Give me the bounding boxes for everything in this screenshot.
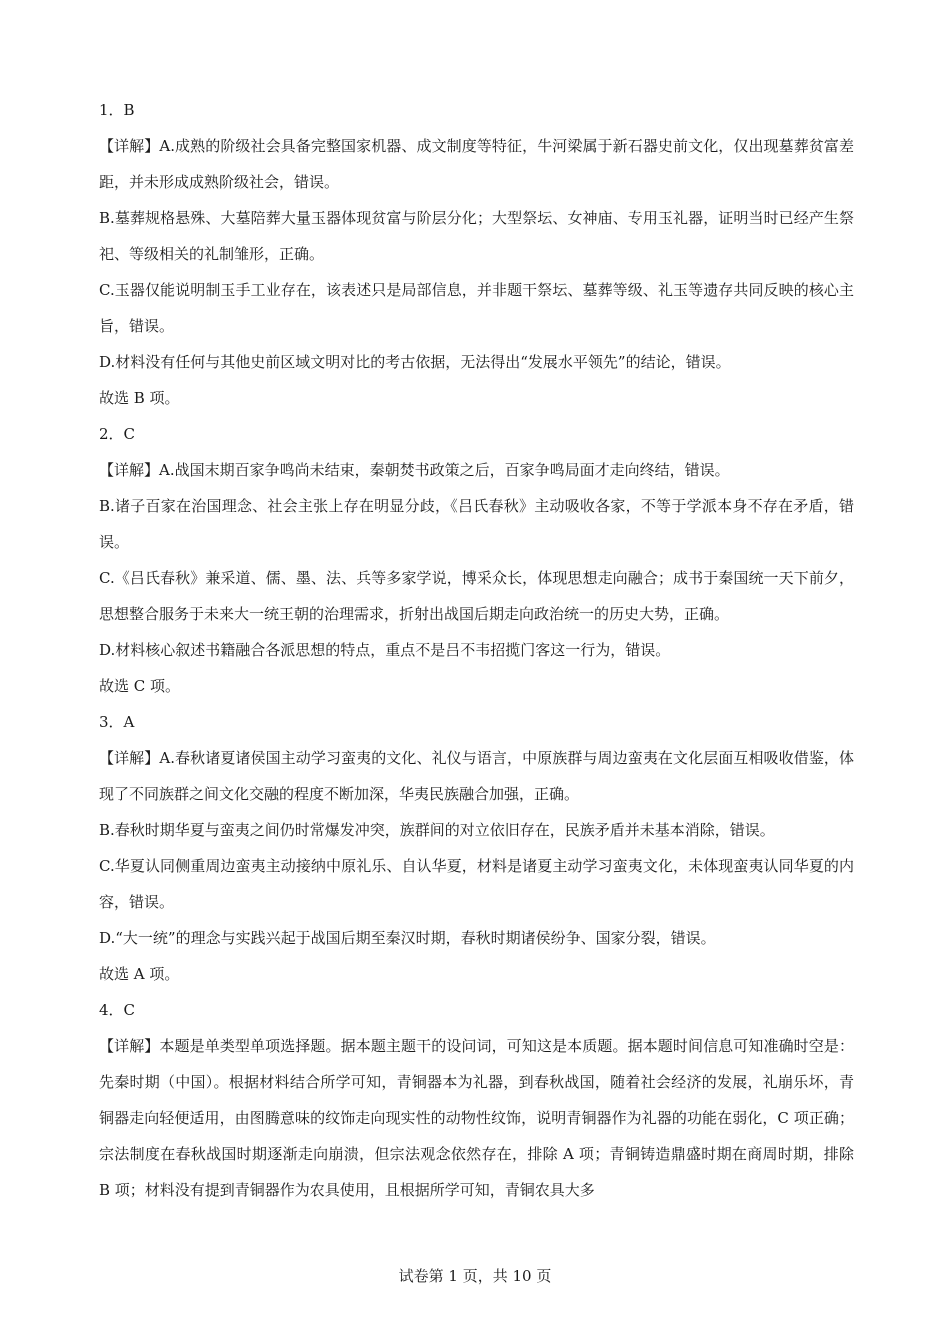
question-3-detail-b: B.春秋时期华夏与蛮夷之间仍时常爆发冲突，族群间的对立依旧存在，民族矛盾并未基本消除，错误。 (99, 821, 775, 839)
question-3-number: 3．A (99, 713, 135, 731)
question-2-detail-b: B.诸子百家在治国理念、社会主张上存在明显分歧，《吕氏春秋》主动吸收各家，不等于学派本身不存在矛盾，错误。 (99, 497, 854, 551)
answer-content (99, 92, 854, 1208)
question-1-detail-b: B.墓葬规格悬殊、大墓陪葬大量玉器体现贫富与阶层分化；大型祭坛、女神庙、专用玉礼器，证明当时已经产生祭祀、等级相关的礼制雏形，正确。 (99, 209, 854, 263)
question-2-conclusion: 故选 C 项。 (99, 677, 181, 695)
question-3-detail-c: C.华夏认同侧重周边蛮夷主动接纳中原礼乐、自认华夏，材料是诸夏主动学习蛮夷文化，未体现蛮夷认同华夏的内容，错误。 (99, 857, 854, 911)
question-3-conclusion: 故选 A 项。 (99, 965, 180, 983)
question-1-detail-c: C.玉器仅能说明制玉手工业存在，该表述只是局部信息，并非题干祭坛、墓葬等级、礼玉等遗存共同反映的核心主旨，错误。 (99, 281, 854, 335)
question-2-number: 2．C (99, 425, 136, 443)
question-1-conclusion: 故选 B 项。 (99, 389, 180, 407)
question-1-detail-d: D.材料没有任何与其他史前区域文明对比的考古依据，无法得出“发展水平领先”的结论，错误。 (99, 353, 731, 371)
question-4-detail: 【详解】本题是单类型单项选择题。据本题主题干的设问词，可知这是本质题。据本题时间信息可知准确时空是：先秦时期（中国）。根据材料结合所学可知，青铜器本为礼器，到春秋战国，随着社会经济的发展，礼崩乐坏，青铜器走向轻便适用，由图腾意味的纹饰走向现实性的动物性纹饰，说明青铜器作为礼器的功能在弱化，C 项正确；宗法制度在春秋战国时期逐渐走向崩溃，但宗法观念依然存在，排除 A 项；青铜铸造鼎盛时期在商周时期，排除 B 项；材料没有提到青铜器作为农具使用，且根据所学可知，青铜农具大多 (99, 1037, 854, 1199)
question-2-detail-c: C.《吕氏春秋》兼采道、儒、墨、法、兵等多家学说，博采众长，体现思想走向融合；成书于秦国统一天下前夕，思想整合服务于未来大一统王朝的治理需求，折射出战国后期走向政治统一的历史大势，正确。 (99, 569, 854, 623)
question-2-detail-a: 【详解】A.战国末期百家争鸣尚未结束，秦朝焚书政策之后，百家争鸣局面才走向终结，错误。 (99, 461, 730, 479)
question-4-number: 4．C (99, 1001, 136, 1019)
page-footer: 试卷第 1 页，共 10 页 (398, 1267, 552, 1285)
question-2-detail-d: D.材料核心叙述书籍融合各派思想的特点，重点不是吕不韦招揽门客这一行为，错误。 (99, 641, 671, 659)
question-3-detail-d: D.“大一统”的理念与实践兴起于战国后期至秦汉时期，春秋时期诸侯纷争、国家分裂，错误。 (99, 929, 716, 947)
question-1-detail-a: 【详解】A.成熟的阶级社会具备完整国家机器、成文制度等特征，牛河梁属于新石器史前文化，仅出现墓葬贫富差距，并未形成成熟阶级社会，错误。 (99, 137, 854, 191)
question-3-detail-a: 【详解】A.春秋诸夏诸侯国主动学习蛮夷的文化、礼仪与语言，中原族群与周边蛮夷在文化层面互相吸收借鉴，体现了不同族群之间文化交融的程度不断加深，华夷民族融合加强，正确。 (99, 749, 854, 803)
question-1-number: 1．B (99, 101, 135, 119)
